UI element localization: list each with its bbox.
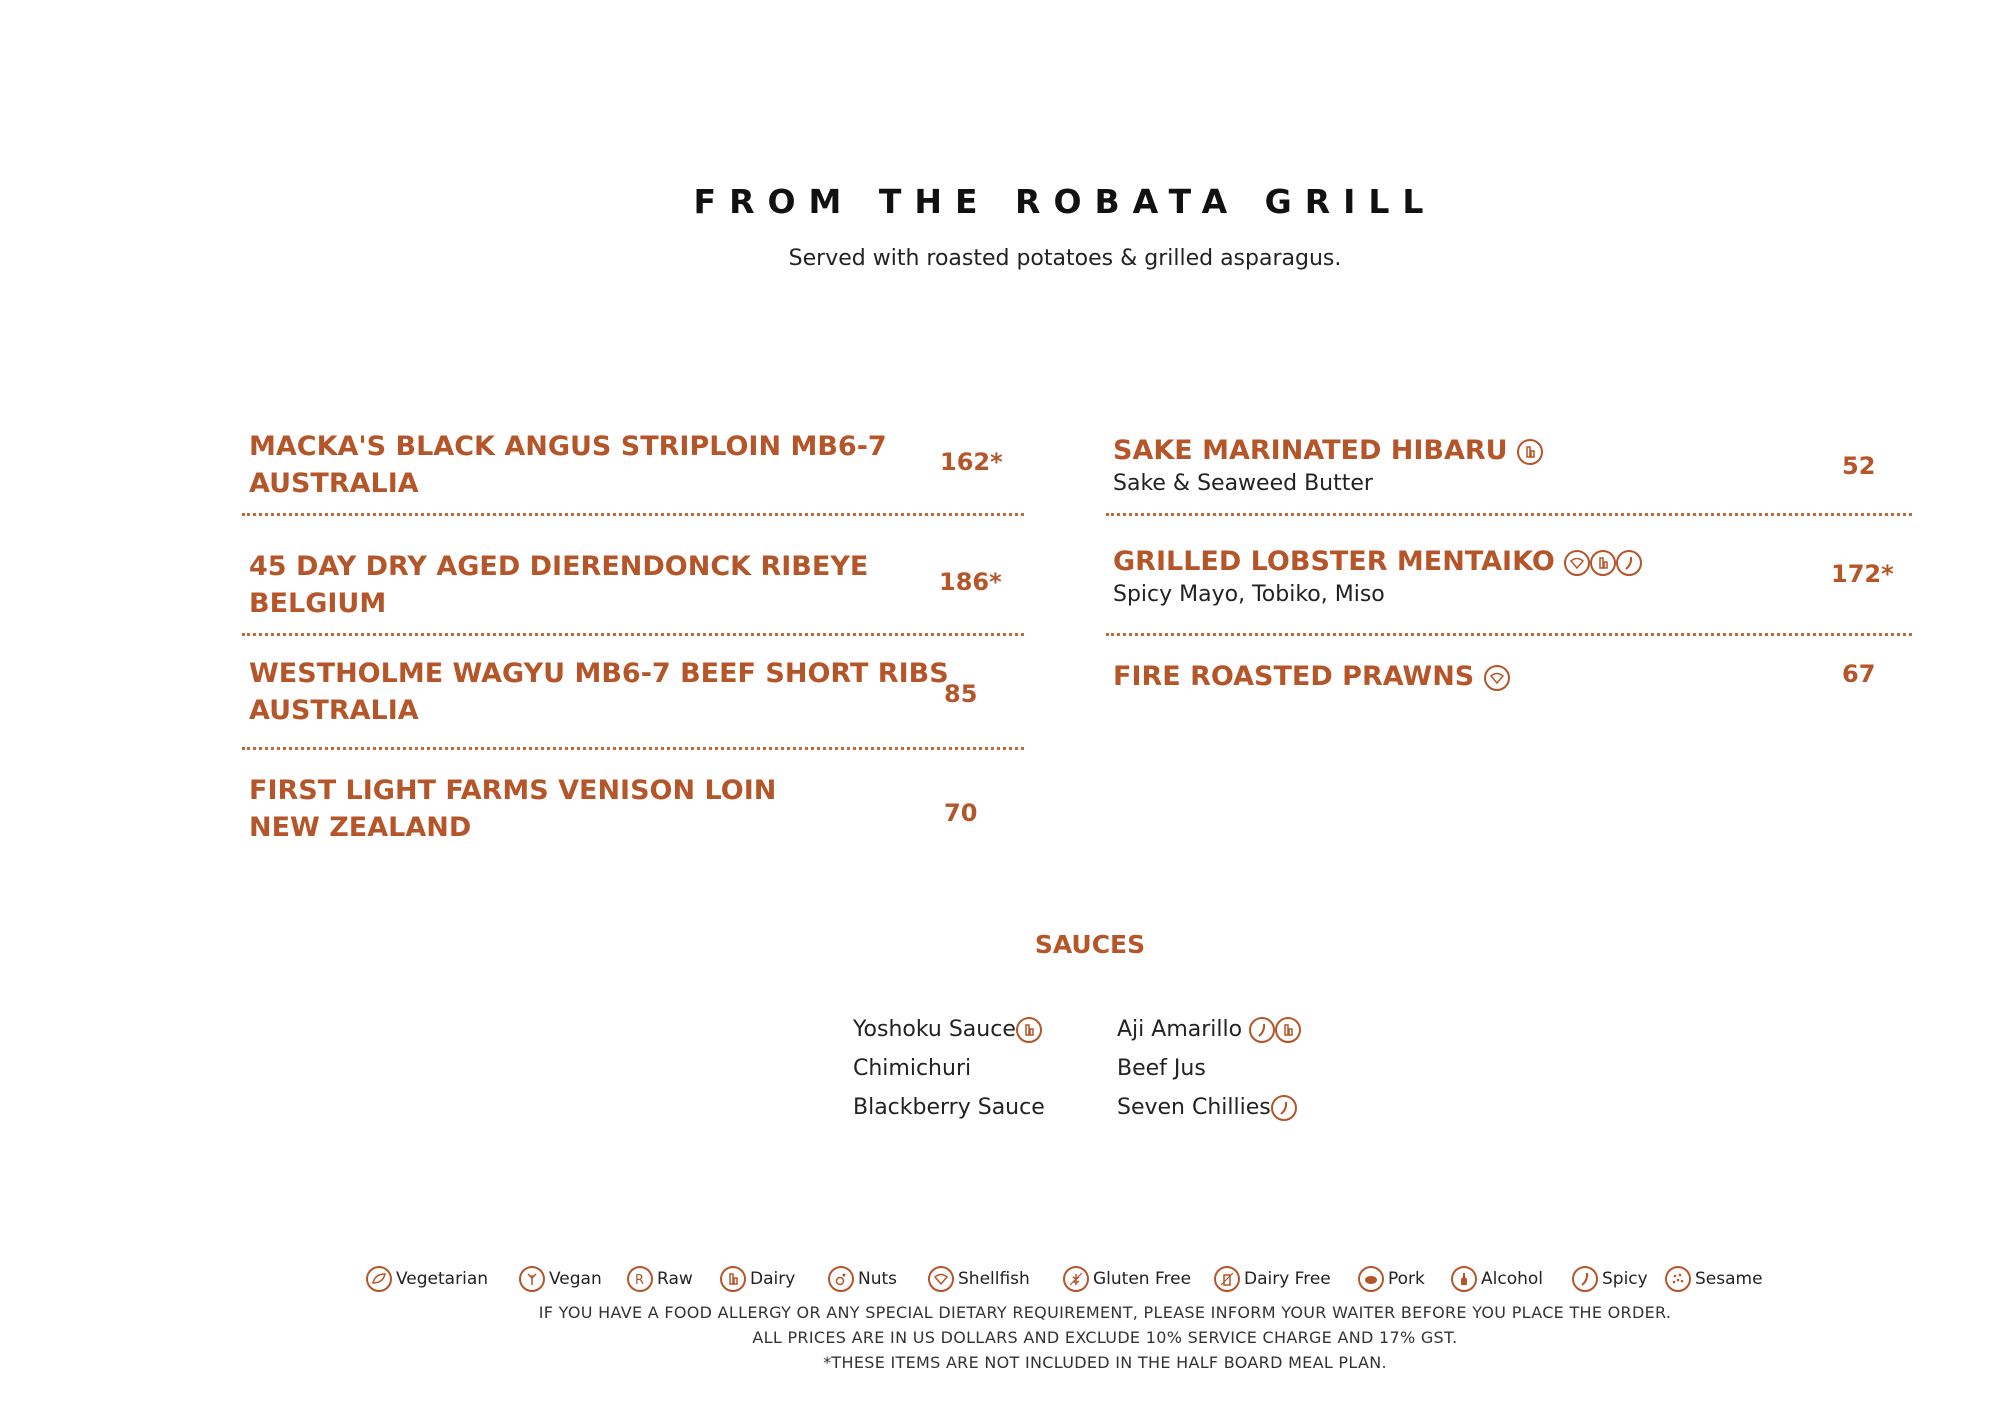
- sauce-name: Beef Jus: [1117, 1056, 1206, 1081]
- sauce-list-left: [853, 1015, 1045, 1132]
- menu-item: [249, 428, 1029, 502]
- menu-item: [249, 772, 1029, 846]
- legend-label: Alcohol: [1481, 1269, 1543, 1289]
- nuts-icon: [828, 1266, 854, 1292]
- dish-price: 67: [1842, 660, 1876, 688]
- section-subtitle: Served with roasted potatoes & grilled asparagus.: [788, 246, 1342, 271]
- vegetarian-icon: [366, 1266, 392, 1292]
- legend-label: Gluten Free: [1093, 1269, 1192, 1289]
- dish-origin: AUSTRALIA: [249, 468, 419, 499]
- sauce-list-right: [1117, 1015, 1301, 1132]
- legend-alcohol: [1451, 1264, 1543, 1294]
- legend-label: Spicy: [1602, 1269, 1648, 1289]
- legend-sesame: [1665, 1264, 1763, 1294]
- divider: [1106, 633, 1912, 636]
- dairy-icon: [720, 1266, 746, 1292]
- footer-plan-note: *THESE ITEMS ARE NOT INCLUDED IN THE HALF BOARD MEAL PLAN.: [823, 1353, 1387, 1372]
- section-title: FROM THE ROBATA GRILL: [693, 182, 1437, 221]
- dish-name: FIRE ROASTED PRAWNS: [1113, 661, 1475, 692]
- legend-pork: [1358, 1264, 1425, 1294]
- divider: [242, 747, 1024, 750]
- sauce-item: [1117, 1093, 1301, 1132]
- sauces-title: SAUCES: [1034, 930, 1146, 959]
- dairy-free-icon: [1214, 1266, 1240, 1292]
- gluten-free-icon: [1063, 1266, 1089, 1292]
- footer-price-note: ALL PRICES ARE IN US DOLLARS AND EXCLUDE 10% SERVICE CHARGE AND 17% GST.: [752, 1328, 1458, 1347]
- sauce-name: Yoshoku Sauce: [853, 1017, 1016, 1042]
- dish-price: 85: [944, 680, 978, 708]
- dish-name: SAKE MARINATED HIBARU: [1113, 435, 1508, 466]
- legend-raw: [627, 1264, 693, 1294]
- legend-label: Vegan: [549, 1269, 602, 1289]
- dish-origin: AUSTRALIA: [249, 695, 419, 726]
- sauce-name: Seven Chillies: [1117, 1095, 1271, 1120]
- spicy-icon: [1271, 1095, 1297, 1121]
- divider: [1106, 513, 1912, 516]
- sauce-item: [853, 1015, 1045, 1054]
- shellfish-icon: [1564, 550, 1590, 576]
- spicy-icon: [1572, 1266, 1598, 1292]
- legend-spicy: [1572, 1264, 1648, 1294]
- dish-name: GRILLED LOBSTER MENTAIKO: [1113, 546, 1555, 577]
- menu-item: [249, 655, 1029, 729]
- dish-price: 52: [1842, 452, 1876, 480]
- legend-label: Dairy Free: [1244, 1269, 1331, 1289]
- sauce-name: Chimichuri: [853, 1056, 972, 1081]
- legend-vegan: [519, 1264, 602, 1294]
- divider: [242, 633, 1024, 636]
- sesame-icon: [1665, 1266, 1691, 1292]
- dish-name: MACKA'S BLACK ANGUS STRIPLOIN MB6-7: [249, 431, 887, 462]
- legend-label: Shellfish: [958, 1269, 1030, 1289]
- svg-text:R: R: [635, 1273, 645, 1288]
- legend-label: Dairy: [750, 1269, 796, 1289]
- divider: [242, 513, 1024, 516]
- sauce-item: [853, 1093, 1045, 1132]
- vegan-icon: [519, 1266, 545, 1292]
- dish-price: 172*: [1831, 560, 1894, 588]
- shellfish-icon: [1484, 665, 1510, 691]
- dairy-icon: [1275, 1017, 1301, 1043]
- legend-vegetarian: [366, 1264, 488, 1294]
- legend-label: Vegetarian: [396, 1269, 489, 1289]
- dairy-icon: [1590, 550, 1616, 576]
- raw-icon: [627, 1266, 653, 1292]
- sauce-item: [853, 1054, 1045, 1093]
- dairy-icon: [1016, 1017, 1042, 1043]
- legend-dairy-free: [1214, 1264, 1331, 1294]
- legend-label: Sesame: [1695, 1269, 1763, 1289]
- dish-price: 70: [944, 799, 978, 827]
- spicy-icon: [1616, 550, 1642, 576]
- legend-dairy: [720, 1264, 795, 1294]
- dish-price: 186*: [939, 568, 1002, 596]
- dish-description: Sake & Seaweed Butter: [1113, 471, 1373, 496]
- sauce-name: Blackberry Sauce: [853, 1095, 1045, 1120]
- legend-gluten-free: [1063, 1264, 1191, 1294]
- spicy-icon: [1249, 1017, 1275, 1043]
- legend-label: Raw: [657, 1269, 693, 1289]
- alcohol-icon: [1451, 1266, 1477, 1292]
- legend-label: Pork: [1388, 1269, 1425, 1289]
- footer-allergy-note: IF YOU HAVE A FOOD ALLERGY OR ANY SPECIAL DIETARY REQUIREMENT, PLEASE INFORM YOUR WAITER BEFORE YOU PLACE THE ORDER.: [538, 1303, 1672, 1322]
- sauce-name: Aji Amarillo: [1117, 1017, 1243, 1042]
- pork-icon: [1358, 1266, 1384, 1292]
- dish-name: 45 DAY DRY AGED DIERENDONCK RIBEYE: [249, 551, 869, 582]
- menu-item: [1113, 432, 1673, 499]
- shellfish-icon: [928, 1266, 954, 1292]
- dish-description: Spicy Mayo, Tobiko, Miso: [1113, 582, 1385, 607]
- menu-item: [1113, 543, 1713, 610]
- legend-label: Nuts: [858, 1269, 898, 1289]
- legend-nuts: [828, 1264, 897, 1294]
- dish-origin: BELGIUM: [249, 588, 387, 619]
- dish-price: 162*: [940, 448, 1003, 476]
- legend-shellfish: [928, 1264, 1030, 1294]
- sauce-item: [1117, 1054, 1301, 1093]
- dish-name: WESTHOLME WAGYU MB6-7 BEEF SHORT RIBS: [249, 658, 949, 689]
- dish-origin: NEW ZEALAND: [249, 812, 472, 843]
- sauce-item: [1117, 1015, 1301, 1054]
- dairy-icon: [1517, 439, 1543, 465]
- dish-name: FIRST LIGHT FARMS VENISON LOIN: [249, 775, 777, 806]
- menu-item: [249, 548, 1029, 622]
- menu-item: [1113, 658, 1673, 695]
